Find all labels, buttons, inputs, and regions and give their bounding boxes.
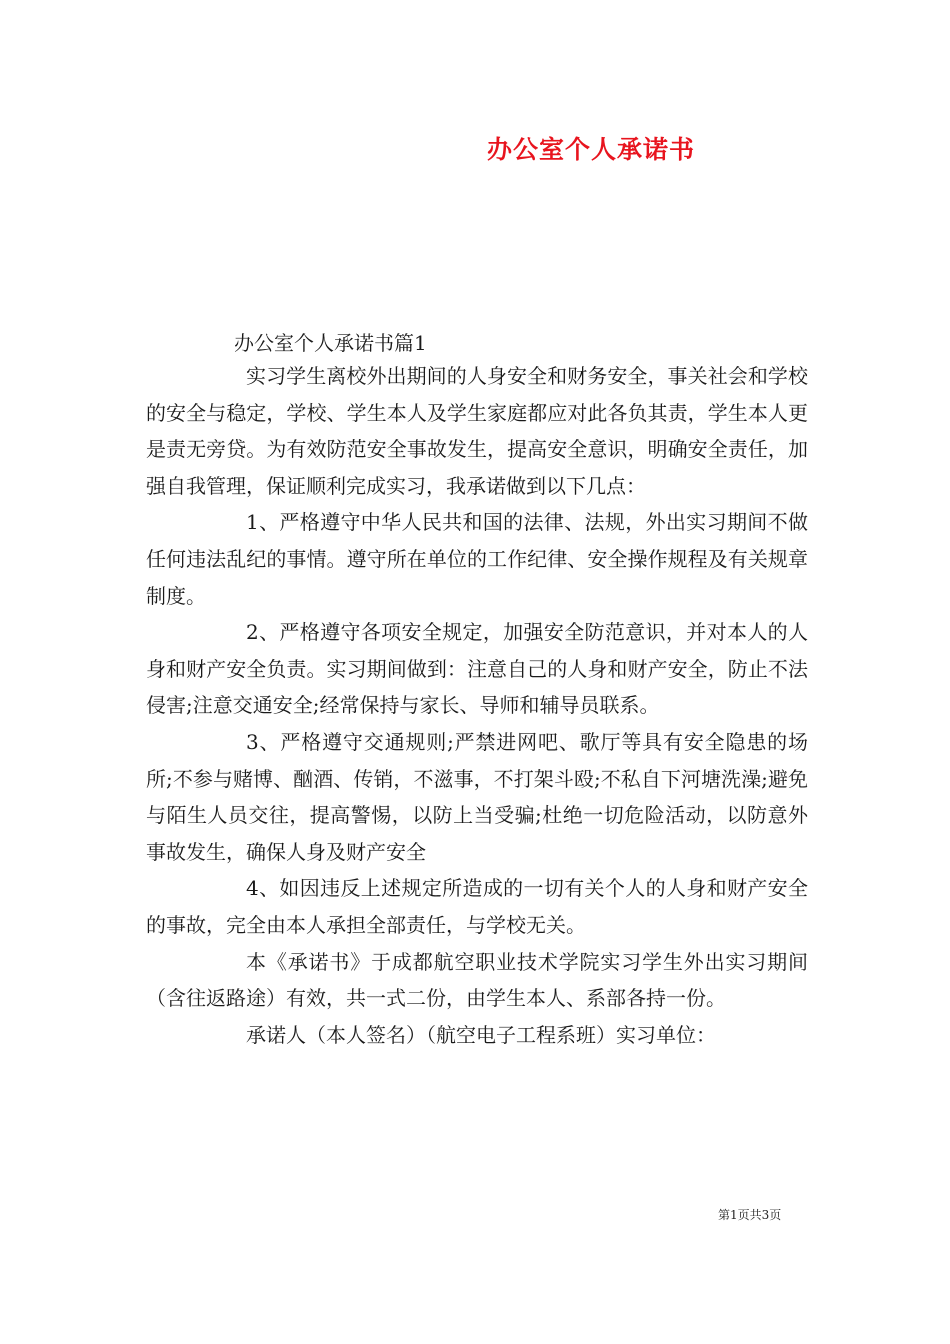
section-heading: 办公室个人承诺书篇1	[234, 331, 427, 355]
page-number: 第1页共3页	[718, 1208, 782, 1222]
pledge-item-3: 3、严格遵守交通规则;严禁进网吧、歌厅等具有安全隐患的场所;不参与赌博、酗酒、传销，不滋事，不打架斗殴;不私自下河塘洗澡;避免与陌生人员交往，提高警惕，以防上当受骗;杜绝一切危险活动，以防意外事故发生，确保人身及财产安全	[146, 729, 808, 864]
page-title: 办公室个人承诺书	[487, 135, 696, 164]
pledge-item-4: 4、如因违反上述规定所造成的一切有关个人的人身和财产安全的事故，完全由本人承担全部责任，与学校无关。	[146, 876, 808, 937]
pledge-item-1: 1、严格遵守中华人民共和国的法律、法规，外出实习期间不做任何违法乱纪的事情。遵守所在单位的工作纪律、安全操作规程及有关规章制度。	[146, 510, 808, 608]
signature-line: 承诺人（本人签名）（航空电子工程系班）实习单位：	[246, 1022, 716, 1047]
pledge-item-2: 2、严格遵守各项安全规定，加强安全防范意识，并对本人的人身和财产安全负责。实习期间做到：注意自己的人身和财产安全，防止不法侵害;注意交通安全;经常保持与家长、导师和辅导员联系。	[146, 620, 808, 718]
intro-paragraph: 实习学生离校外出期间的人身安全和财务安全，事关社会和学校的安全与稳定，学校、学生本人及学生家庭都应对此各负其责，学生本人更是责无旁贷。为有效防范安全事故发生，提高安全意识，明确安全责任，加强自我管理，保证顺利完成实习，我承诺做到以下几点：	[146, 364, 808, 498]
validity-paragraph: 本《承诺书》于成都航空职业技术学院实习学生外出实习期间（含往返路途）有效，共一式二份，由学生本人、系部各持一份。	[146, 949, 808, 1011]
document-body	[146, 358, 808, 1053]
